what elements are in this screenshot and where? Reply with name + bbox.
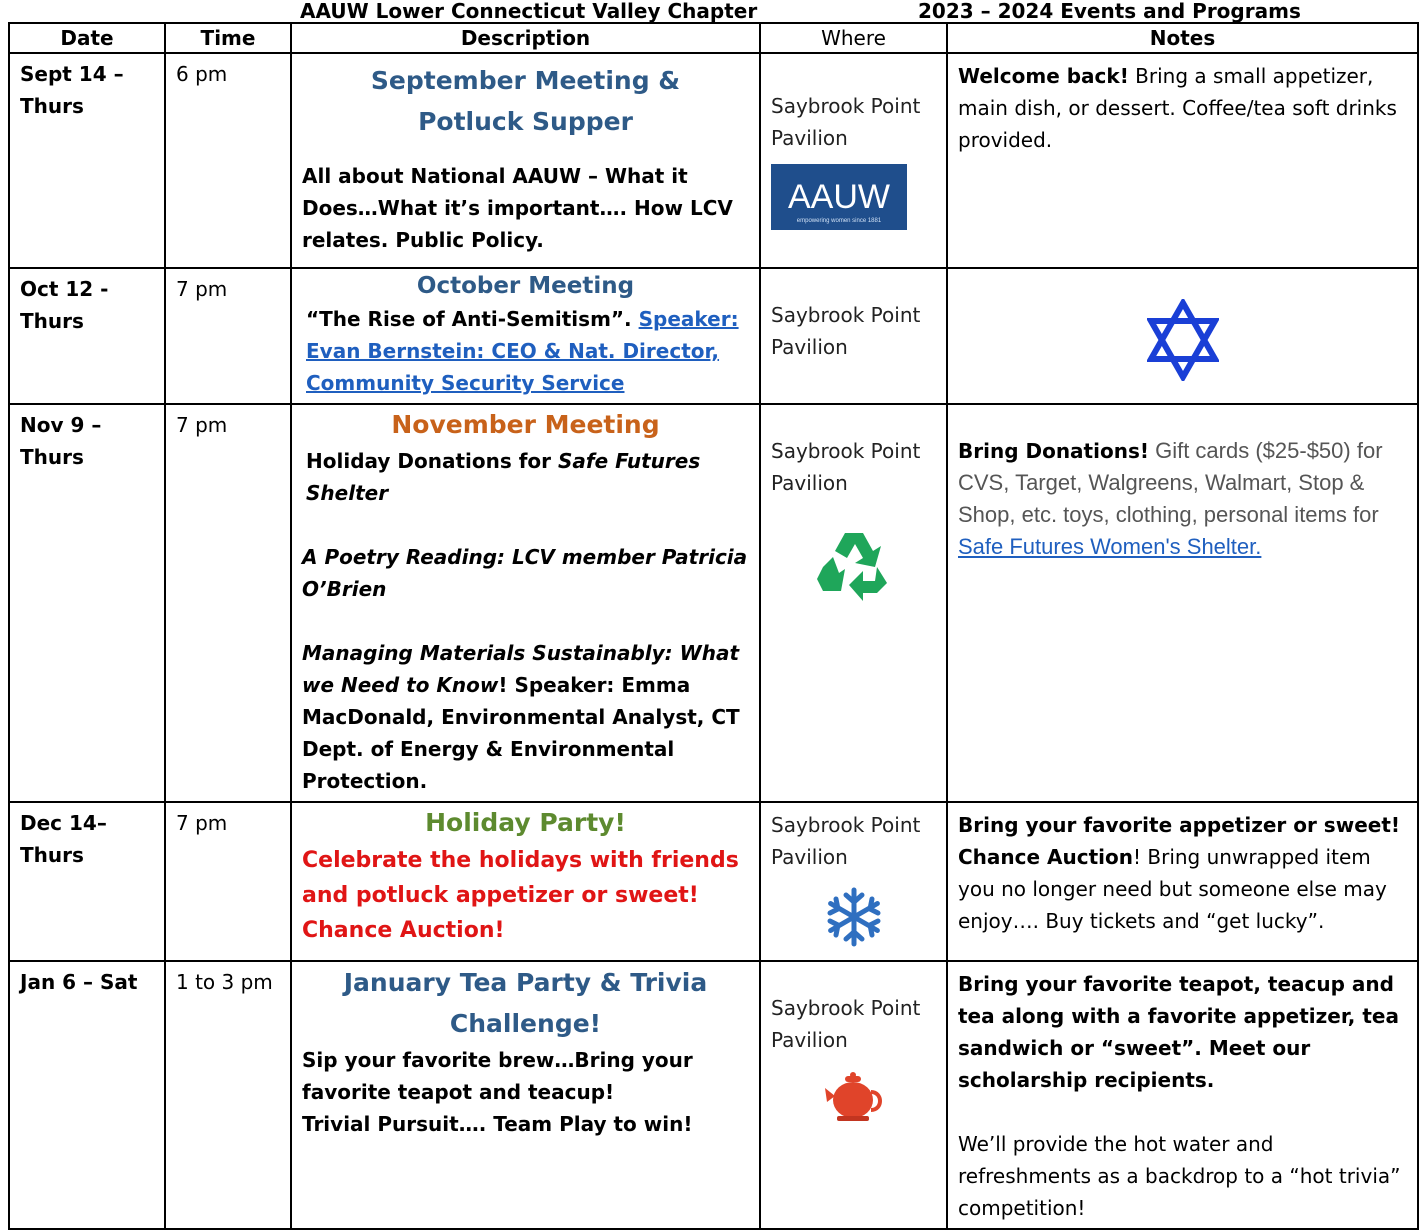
where-text: Saybrook Point Pavilion — [771, 94, 921, 150]
event-date: Nov 9 – Thurs — [9, 404, 165, 802]
event-notes — [947, 404, 1418, 802]
event-body-trivia: Trivial Pursuit…. Team Play to win! — [302, 1112, 693, 1136]
event-row-january — [9, 961, 1418, 1229]
event-row-december — [9, 802, 1418, 961]
event-description — [291, 961, 760, 1229]
event-date: Oct 12 - Thurs — [9, 268, 165, 404]
events-table — [8, 22, 1419, 1230]
event-title-line2: Challenge! — [449, 1009, 602, 1038]
event-date: Jan 6 – Sat — [9, 961, 165, 1229]
event-title: November Meeting — [391, 410, 660, 439]
event-time: 1 to 3 pm — [165, 961, 291, 1229]
event-notes — [947, 802, 1418, 961]
event-time: 7 pm — [165, 802, 291, 961]
event-where — [760, 404, 947, 802]
event-row-september — [9, 53, 1418, 268]
aauw-logo-icon — [771, 164, 936, 239]
notes-text: ! Bring unwrapped item you no longer need but someone else may enjoy…. Buy tickets and “get lucky”. — [958, 845, 1387, 933]
aauw-logo-tagline: empowering women since 1881 — [796, 218, 882, 224]
notes-text: We’ll provide the hot water and refreshments as a backdrop to a “hot trivia” competition! — [958, 1132, 1401, 1220]
notes-bold: Bring Donations! — [958, 439, 1149, 463]
notes-text: Gift cards ($25-$50) for CVS, Target, Walgreens, Walmart, Stop & Shop, etc. toys, clothing, personal items for — [958, 438, 1383, 527]
event-title-line1: September Meeting & — [370, 66, 681, 95]
event-date: Dec 14– Thurs — [9, 802, 165, 961]
event-row-october — [9, 268, 1418, 404]
event-where — [760, 961, 947, 1229]
col-date-header: Date — [9, 23, 165, 53]
where-text: Saybrook Point Pavilion — [771, 303, 921, 359]
event-description — [291, 404, 760, 802]
event-body: Sip your favorite brew…Bring your favorite teapot and teacup! — [302, 1048, 693, 1104]
event-description — [291, 268, 760, 404]
materials-speaker: ! Speaker: Emma MacDonald, Environmental Analyst, CT Dept. of Energy & Environmental Protection. — [302, 673, 740, 793]
event-topic: “The Rise of Anti-Semitism”. — [306, 307, 639, 331]
event-time: 6 pm — [165, 53, 291, 268]
aauw-logo-text: AAUW — [788, 178, 890, 216]
col-where-header: Where — [760, 23, 947, 53]
notes-bold: Welcome back! — [958, 64, 1129, 88]
event-notes — [947, 53, 1418, 268]
poetry-reading: A Poetry Reading: LCV member Patricia O’Brien — [302, 545, 748, 601]
recycle-icon — [771, 529, 936, 612]
where-text: Saybrook Point Pavilion — [771, 439, 921, 495]
event-body: All about National AAUW – What it Does…What it’s important…. How LCV relates. Public Policy. — [302, 164, 733, 252]
event-row-november — [9, 404, 1418, 802]
event-where — [760, 53, 947, 268]
event-time: 7 pm — [165, 268, 291, 404]
snowflake-icon — [771, 887, 936, 956]
event-description — [291, 53, 760, 268]
speaker-link[interactable]: Speaker: Evan Bernstein: CEO & Nat. Director, Community Security Service — [306, 307, 739, 395]
materials-title: Managing Materials Sustainably: What we Need to Know — [302, 641, 740, 697]
event-title-line2: Potluck Supper — [418, 107, 633, 136]
event-notes — [947, 961, 1418, 1229]
event-body: Celebrate the holidays with friends and potluck appetizer or sweet! Chance Auction! — [302, 848, 739, 943]
col-time-header: Time — [165, 23, 291, 53]
event-title: Holiday Party! — [425, 808, 626, 837]
event-date: Sept 14 – Thurs — [9, 53, 165, 268]
event-where — [760, 268, 947, 404]
teapot-icon — [771, 1070, 936, 1133]
shelter-link[interactable]: Safe Futures Women's Shelter. — [958, 534, 1262, 559]
chapter-title: AAUW Lower Connecticut Valley Chapter — [300, 0, 758, 23]
event-title: October Meeting — [416, 273, 635, 299]
event-where — [760, 802, 947, 961]
star-of-david-icon — [1147, 299, 1219, 381]
where-text: Saybrook Point Pavilion — [771, 996, 921, 1052]
donations-line: Holiday Donations for — [306, 449, 558, 473]
event-title-line1: January Tea Party & Trivia — [343, 968, 708, 997]
col-description-header: Description — [291, 23, 760, 53]
shelter-name: Safe Futures Shelter — [306, 449, 701, 505]
season-title: 2023 – 2024 Events and Programs — [918, 0, 1301, 23]
header-row — [9, 23, 1418, 53]
event-notes — [947, 268, 1418, 404]
notes-bold: Bring your favorite teapot, teacup and tea along with a favorite appetizer, tea sandwich or “sweet”. Meet our scholarship recipients. — [958, 972, 1399, 1092]
event-time: 7 pm — [165, 404, 291, 802]
col-notes-header: Notes — [947, 23, 1418, 53]
notes-text: Bring a small appetizer, main dish, or dessert. Coffee/tea soft drinks provided. — [958, 64, 1397, 152]
notes-bold-line: Bring your favorite appetizer or sweet! — [958, 813, 1401, 837]
notes-bold-auction: Chance Auction — [958, 845, 1133, 869]
where-text: Saybrook Point Pavilion — [771, 813, 921, 869]
event-description — [291, 802, 760, 961]
